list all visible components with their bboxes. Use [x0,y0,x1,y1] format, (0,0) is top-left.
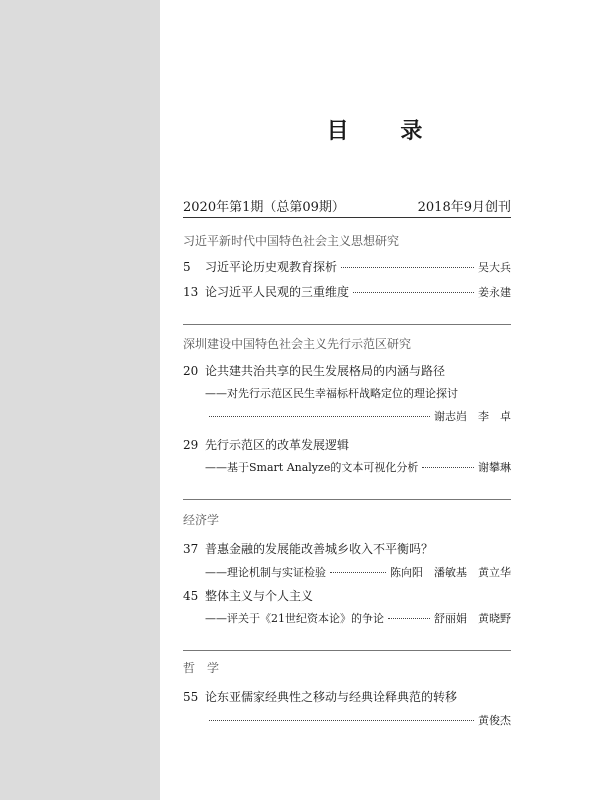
entry-subtitle-row [183,459,511,475]
entry-subtitle: ——评关于《21世纪资本论》的争论 [205,612,384,625]
toc-entry[interactable] [183,362,511,379]
dot-leader [422,467,474,468]
page-title: 目 录 [326,118,445,144]
dot-leader [341,267,474,268]
entry-subtitle-row [183,564,511,580]
section-heading: 深圳建设中国特色社会主义先行示范区研究 [183,337,412,351]
entry-author: 黄俊杰 [478,714,511,727]
section-divider [183,650,511,651]
section-heading: 哲 学 [183,661,220,675]
section-divider [183,499,511,500]
toc-entry[interactable] [183,436,511,453]
section-heading: 习近平新时代中国特色社会主义思想研究 [183,234,400,248]
entry-title: 普惠金融的发展能改善城乡收入不平衡吗？ [205,542,434,556]
entry-title: 习近平论历史观教育探析 [205,260,338,274]
entry-subtitle-row [183,385,511,401]
entry-subtitle: ——对先行示范区民生幸福标杆战略定位的理论探讨 [205,387,458,400]
entry-title: 论东亚儒家经典性之移动与经典诠释典范的转移 [205,690,458,704]
page-number: 29 [183,438,199,452]
entry-author-row [183,712,511,728]
dot-leader [330,572,386,573]
entry-subtitle: ——理论机制与实证检验 [205,566,326,579]
section-heading: 经济学 [183,513,220,527]
toc-entry[interactable] [183,540,511,557]
issue-line [183,196,511,218]
dot-leader [353,292,474,293]
entry-author: 吴大兵 [478,261,511,274]
page-number: 13 [183,285,199,299]
toc-page [160,0,589,800]
entry-author: 姜永建 [478,286,511,299]
section-divider [183,324,511,325]
page-number: 5 [183,260,191,274]
toc-entry[interactable] [183,258,511,275]
issue-number: 2020年第1期（总第09期） [183,200,345,215]
entry-title: 论习近平人民观的三重维度 [205,285,350,299]
page-number: 20 [183,364,199,378]
dot-leader [209,720,474,721]
dot-leader [388,618,430,619]
founding-date: 2018年9月创刊 [417,200,511,215]
entry-subtitle: ——基于Smart Analyze的文本可视化分析 [205,461,419,474]
page-number: 45 [183,589,199,603]
entry-author: 谢志岿 李 卓 [434,410,511,423]
entry-author-row [183,408,511,424]
dot-leader [209,416,430,417]
entry-title: 论共建共治共享的民生发展格局的内涵与路径 [205,364,446,378]
toc-entry[interactable] [183,283,511,300]
entry-title: 先行示范区的改革发展逻辑 [205,438,350,452]
toc-entry[interactable] [183,587,511,604]
entry-title: 整体主义与个人主义 [205,589,314,603]
entry-subtitle-row [183,610,511,626]
entry-author: 陈向阳 潘敏基 黄立华 [390,566,511,579]
page-number: 55 [183,690,199,704]
entry-author: 舒丽娟 黄晓野 [434,612,511,625]
toc-entry[interactable] [183,688,511,705]
left-margin-band [0,0,160,800]
entry-author: 谢攀琳 [478,461,511,474]
page-number: 37 [183,542,199,556]
